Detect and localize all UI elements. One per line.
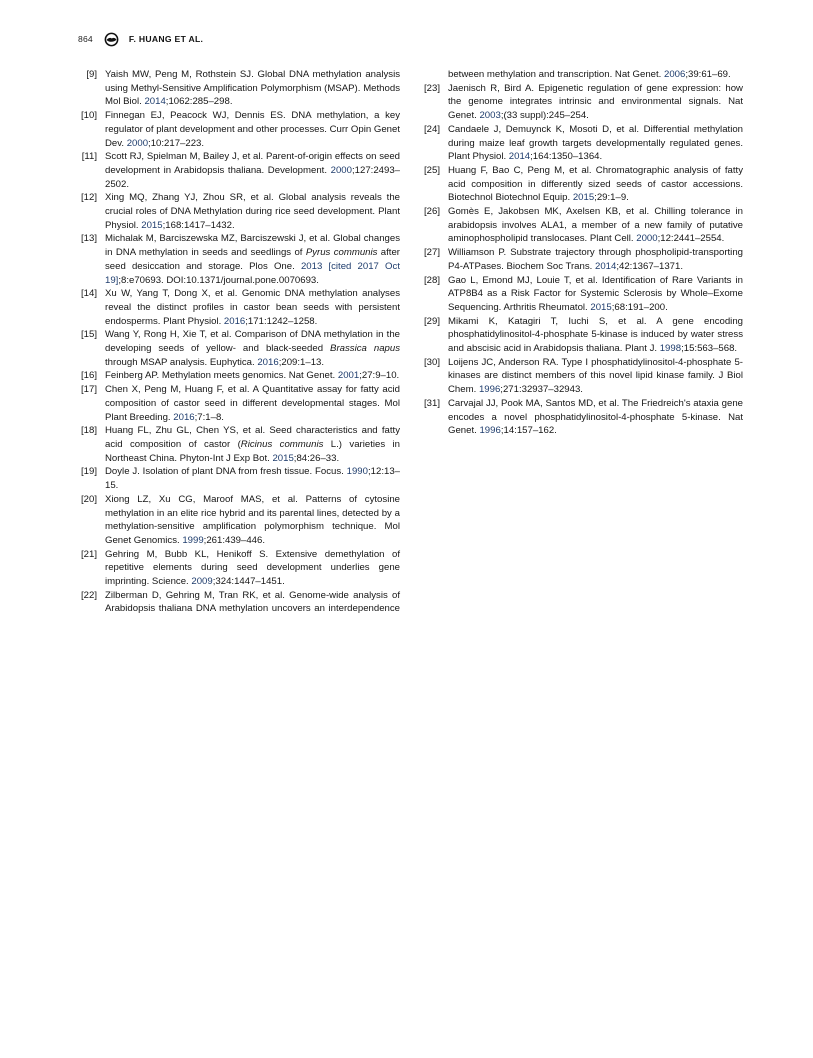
reference-item: [421, 246, 743, 273]
reference-text: Loijens JC, Anderson RA. Type I phosphatidylinositol-4-phosphate 5-kinases are distinct members of this novel lipid kinase family. J Biol Chem.: [448, 356, 743, 396]
reference-text: Michalak M, Barciszewska MZ, Barciszewski J, et al. Global changes in DNA methylation in seeds and seedlings of: [105, 233, 400, 259]
reference-item: [78, 232, 400, 287]
species-name: Ricinus communis: [240, 438, 324, 450]
reference-number: [20]: [80, 493, 97, 505]
reference-item: [421, 315, 743, 356]
reference-item: [78, 150, 400, 191]
reference-text: ;168:1417–1432.: [162, 219, 235, 231]
reference-number: [23]: [423, 82, 440, 94]
reference-item: [421, 274, 743, 315]
reference-text: ;261:439–446.: [203, 534, 266, 546]
reference-text: ;29:1–9.: [594, 192, 629, 204]
reference-number: [14]: [80, 288, 97, 300]
reference-text: Doyle J. Isolation of plant DNA from fresh tissue. Focus.: [105, 466, 347, 478]
citation-year-link[interactable]: 2016: [173, 411, 195, 423]
reference-number: [27]: [423, 247, 440, 259]
reference-item: [78, 548, 400, 589]
reference-text: Wang Y, Rong H, Xie T, et al. Comparison of DNA methylation in the developing seeds of yellow- and black-seeded: [105, 329, 400, 355]
citation-year-link[interactable]: 2000: [636, 233, 658, 245]
reference-number: [19]: [80, 466, 97, 478]
reference-text: Xiong LZ, Xu CG, Maroof MAS, et al. Patterns of cytosine methylation in an elite rice hybrid and its parental lines, detected by a methylation-sensitive amplification polymorphism technique. Mol Genet Genomics.: [105, 493, 400, 546]
reference-text: ;209:1–13.: [278, 356, 325, 368]
reference-text: ;14:157–162.: [500, 425, 557, 437]
reference-number: [30]: [423, 356, 440, 368]
citation-year-link[interactable]: 1996: [479, 425, 501, 437]
reference-item: [421, 356, 743, 397]
reference-text: after seed desiccation and storage. Plos One.: [105, 247, 400, 272]
running-head: F. HUANG ET AL.: [128, 34, 204, 44]
reference-text: ;7:1–8.: [194, 411, 224, 423]
reference-text: Jaenisch R, Bird A. Epigenetic regulation of gene expression: how the genome integrates intrinsic and environmental signals. Nat Genet.: [448, 82, 743, 122]
reference-item: [78, 328, 400, 369]
reference-item: [421, 82, 743, 123]
reference-text: Gao L, Emond MJ, Louie T, et al. Identification of Rare Variants in ATP8B4 as a Risk Factor for Systemic Sclerosis by Whole–Exome Sequencing. Arthritis Rheumatol.: [448, 274, 743, 313]
citation-year-link[interactable]: 2015: [572, 192, 595, 204]
citation-year-link[interactable]: 2006: [663, 69, 686, 80]
reference-item: [421, 205, 743, 246]
reference-number: [17]: [80, 384, 97, 396]
publisher-logo-icon: [104, 32, 119, 47]
reference-text: Feinberg AP. Methylation meets genomics. Nat Genet.: [105, 370, 338, 382]
reference-text: Scott RJ, Spielman M, Bailey J, et al. Parent-of-origin effects on seed development in Arabidopsis thaliana. Development.: [105, 151, 400, 176]
citation-year-link[interactable]: 2000: [126, 137, 149, 149]
page-header: [78, 31, 203, 47]
reference-text: ;164:1350–1364.: [530, 151, 603, 163]
reference-item: [78, 109, 400, 150]
reference-text: ;127:2493–2502.: [105, 164, 400, 190]
reference-number: [12]: [80, 192, 97, 204]
reference-text: ;42:1367–1371.: [616, 260, 684, 272]
reference-item: [78, 383, 400, 424]
reference-text: Candaele J, Demuynck K, Mosoti D, et al. Differential methylation during maize leaf growth targets developmentally regulated genes. Plant Physiol.: [448, 123, 743, 163]
reference-text: Xing MQ, Zhang YJ, Zhou SR, et al. Global analysis reveals the crucial roles of DNA Methylation during rice seed development. Plant Physiol.: [105, 192, 400, 231]
reference-text: Gomès E, Jakobsen MK, Axelsen KB, et al. Chilling tolerance in arabidopsis involves ALA1, a member of a new family of putative aminophospholipid translocases. Plant Cell.: [448, 206, 743, 245]
reference-text: Huang F, Bao C, Peng M, et al. Chromatographic analysis of fatty acid composition in differently sized seeds of castor accessions. Biotechnol Biotechnol Equip.: [448, 164, 743, 204]
reference-text: through MSAP analysis. Euphytica.: [105, 356, 258, 368]
reference-number: [21]: [80, 548, 97, 560]
reference-item: [421, 123, 743, 164]
reference-text: ;271:32937–32943.: [500, 384, 583, 396]
citation-year-link[interactable]: 2000: [330, 164, 352, 176]
reference-item: [78, 424, 400, 465]
reference-text: ;171:1242–1258.: [245, 315, 318, 327]
reference-number: [24]: [423, 123, 440, 135]
reference-text: Xu W, Yang T, Dong X, et al. Genomic DNA methylation analyses reveal the distinct profiles in castor bean seeds with persistent endosperms. Plant Physiol.: [105, 288, 400, 327]
reference-number: [25]: [423, 164, 440, 176]
reference-number: [26]: [423, 206, 440, 218]
reference-number: [22]: [80, 589, 97, 601]
reference-text: Zilberman D, Gehring M, Tran RK, et al. Genome-wide analysis of Arabidopsis thaliana DNA methylation uncovers an interdependence between methylation and transcription. Nat Genet.: [105, 69, 664, 615]
reference-text: ;10:217–223.: [148, 137, 205, 149]
reference-text: Gehring M, Bubb KL, Henikoff S. Extensive demethylation of repetitive elements during seed development underlies gene imprinting. Science.: [105, 548, 400, 588]
reference-text: ;12:2441–2554.: [657, 233, 725, 245]
reference-item: [78, 369, 400, 383]
citation-year-link[interactable]: 2015: [590, 301, 612, 313]
reference-item: [78, 287, 400, 328]
reference-text: ;324:1447–1451.: [212, 576, 285, 588]
reference-text: ;12:13–15.: [105, 466, 400, 492]
reference-item: [78, 493, 400, 548]
reference-number: [28]: [423, 274, 440, 286]
page-number: 864: [78, 34, 93, 44]
citation-year-link[interactable]: 2014: [508, 151, 531, 163]
reference-text: L.) varieties in Northeast China. Phyton-Int J Exp Bot.: [105, 438, 401, 464]
reference-text: ;68:191–200.: [611, 301, 668, 313]
reference-number: [11]: [81, 151, 97, 163]
citation-year-link[interactable]: 2009: [191, 576, 213, 588]
reference-number: [9]: [86, 69, 97, 80]
citation-year-link[interactable]: 1998: [659, 343, 682, 355]
citation-year-link[interactable]: 1996: [478, 384, 501, 396]
reference-item: [421, 164, 743, 205]
citation-year-link[interactable]: 2015: [141, 219, 163, 231]
citation-year-link[interactable]: 2014: [594, 260, 617, 272]
reference-item: [78, 191, 400, 232]
reference-item: [78, 68, 400, 109]
reference-number: [18]: [80, 425, 97, 437]
species-name: Pyrus communis: [305, 247, 378, 259]
reference-item: [78, 465, 400, 492]
reference-number: [31]: [423, 397, 440, 409]
reference-text: Finnegan EJ, Peacock WJ, Dennis ES. DNA methylation, a key regulator of plant development and other processes. Curr Opin Genet Dev.: [105, 110, 400, 149]
reference-text: Mikami K, Katagiri T, Iuchi S, et al. A gene encoding phosphatidylinositol-4-phosphate 5-kinase is induced by water stress and abscisic acid in Arabidopsis thaliana. Plant J.: [448, 315, 743, 355]
citation-year-link[interactable]: 2003: [479, 110, 501, 122]
reference-text: Carvajal JJ, Pook MA, Santos MD, et al. The Friedreich's ataxia gene encodes a novel phosphatidylinositol-4-phosphate 5-kinase. Nat Genet.: [448, 397, 743, 437]
reference-text: ;27:9–10.: [359, 370, 400, 382]
reference-number: [29]: [423, 315, 440, 327]
reference-number: [13]: [80, 233, 97, 245]
reference-text: ;(33 suppl):245–254.: [500, 110, 589, 122]
species-name: Brassica napus: [330, 343, 400, 355]
reference-number: [16]: [80, 370, 97, 382]
reference-text: Chen X, Peng M, Huang F, et al. A Quantitative assay for fatty acid composition of castor seed in different developmental stages. Mol Plant Breeding.: [105, 384, 400, 423]
citation-year-link[interactable]: 2001: [337, 370, 360, 382]
reference-text: Yaish MW, Peng M, Rothstein SJ. Global DNA methylation analysis using Methyl-Sensitive Amplification Polymorphism (MSAP). Methods Mol Biol.: [105, 69, 400, 108]
references-list: [78, 68, 743, 621]
citation-year-link[interactable]: 2014: [144, 96, 166, 108]
reference-text: ;15:563–568.: [681, 343, 738, 355]
reference-text: ;84:26–33.: [293, 452, 340, 464]
citation-year-link[interactable]: 2016: [223, 315, 246, 327]
citation-year-link[interactable]: 2016: [257, 356, 279, 368]
reference-text: ;1062:285–298.: [165, 96, 233, 108]
reference-item: [421, 397, 743, 438]
citation-year-link[interactable]: 1999: [182, 534, 204, 546]
reference-text: ;39:61–69.: [685, 69, 731, 80]
reference-number: [10]: [80, 110, 97, 122]
citation-year-link[interactable]: 1990: [346, 466, 368, 478]
citation-year-link[interactable]: 2015: [272, 452, 294, 464]
reference-text: Williamson P. Substrate trajectory through phospholipid-transporting P4-ATPases. Biochem Soc Trans.: [448, 247, 743, 272]
reference-text: ;8:e70693. DOI:10.1371/journal.pone.0070693.: [118, 274, 319, 286]
reference-text: Huang FL, Zhu GL, Chen YS, et al. Seed characteristics and fatty acid composition of castor (: [105, 425, 400, 450]
citation-year-link[interactable]: 2013 [cited 2017 Oct 19]: [105, 260, 400, 286]
reference-number: [15]: [80, 329, 97, 341]
